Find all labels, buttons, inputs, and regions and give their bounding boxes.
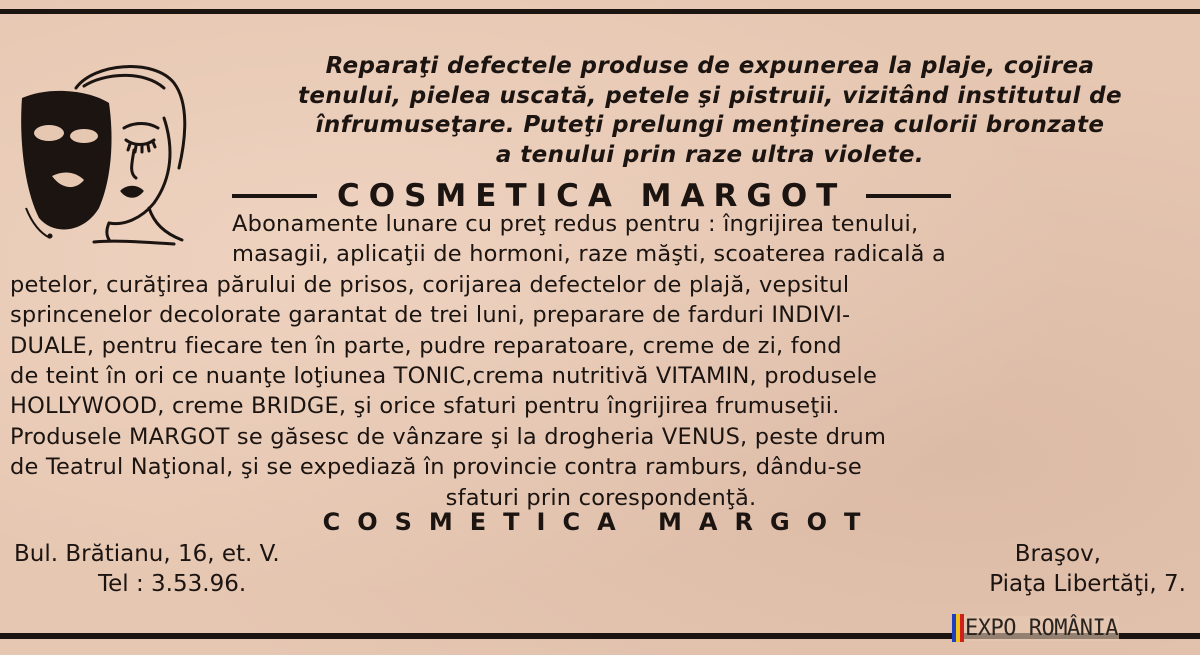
body-line: petelor, curăţirea părului de prisos, corijarea defectelor de plajă, vepsitul [10,271,850,298]
footer-title: COSMETICA MARGOT [322,508,878,536]
intro-paragraph [230,52,1190,170]
street-address: Bul. Brătianu, 16, et. V. [14,541,280,567]
body-line: de Teatrul Naţional, şi se expediază în provincie contra ramburs, dându-se [10,454,862,481]
body-line: DUALE, pentru fiecare ten în parte, pudre reparatoare, creme de zi, fond [10,332,842,359]
body-line: masagii, aplicaţii de hormoni, raze măşti, scoaterea radicală a [232,241,946,268]
heading-dash-left [232,194,317,198]
heading-dash-right [866,194,951,198]
telephone: Tel : 3.53.96. [98,571,247,597]
body-line: sprincenelor decolorate garantat de trei luni, preparare de farduri INDIVI- [10,302,851,329]
city: Braşov, [1014,541,1101,567]
expo-romania-watermark [952,613,1190,643]
body-line: HOLLYWOOD, creme BRIDGE, şi orice sfaturi pentru îngrijirea frumuseţii. [10,393,840,420]
left-address-block [14,539,280,599]
body-line: de teint în ori ce nuanţe loţiunea TONIC,crema nutritivă VITAMIN, produsele [10,363,878,390]
page-title: COSMETICA MARGOT [337,178,847,214]
body-line: Abonamente lunare cu preţ redus pentru : îngrijirea tenului, [232,211,919,237]
body-line: sfaturi prin corespondenţă. [445,484,757,511]
intro-line: Reparaţi defectele produse de expunerea la plaje, cojirea [325,53,1095,79]
top-rule [0,9,1200,14]
intro-line: tenului, pielea uscată, petele şi pistruii, vizitând institutul de [297,82,1123,109]
right-address-block [989,539,1186,599]
body-line: Produsele MARGOT se găsesc de vânzare şi la drogheria VENUS, peste drum [10,423,887,450]
square-address: Piaţa Libertăţi, 7. [989,571,1186,597]
watermark-text: EXPO ROMÂNIA [965,615,1118,641]
services-paragraph [10,209,1192,513]
intro-line: a tenului prin raze ultra violete. [495,141,925,168]
intro-line: înfrumuseţare. Puteţi prelungi menţinerea culorii bronzate [315,112,1105,138]
